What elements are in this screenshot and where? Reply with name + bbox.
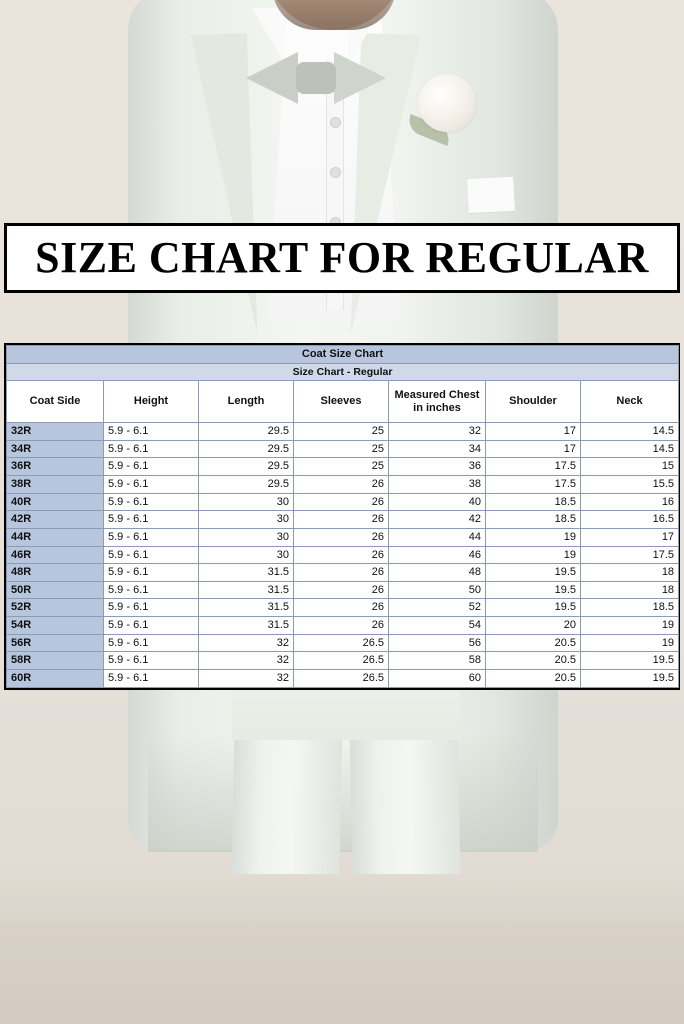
cell-height: 5.9 - 6.1 xyxy=(104,581,199,599)
cell-value: 32 xyxy=(199,670,294,688)
cell-value: 36 xyxy=(389,458,486,476)
column-header-neck: Neck xyxy=(581,381,679,423)
table-row xyxy=(7,528,679,546)
cell-value: 31.5 xyxy=(199,564,294,582)
table-band-title xyxy=(7,346,679,364)
bow-tie-left xyxy=(246,52,298,104)
cell-value: 20 xyxy=(486,617,581,635)
cell-value: 14.5 xyxy=(581,440,679,458)
cell-value: 17 xyxy=(581,528,679,546)
cell-height: 5.9 - 6.1 xyxy=(104,528,199,546)
cell-value: 18 xyxy=(581,564,679,582)
table-row xyxy=(7,546,679,564)
cell-value: 60 xyxy=(389,670,486,688)
table-row xyxy=(7,617,679,635)
cell-value: 29.5 xyxy=(199,458,294,476)
bow-tie-knot xyxy=(296,62,336,94)
cell-value: 52 xyxy=(389,599,486,617)
cell-height: 5.9 - 6.1 xyxy=(104,440,199,458)
boutonniere-flower xyxy=(418,74,476,132)
cell-value: 19 xyxy=(486,546,581,564)
cell-value: 31.5 xyxy=(199,599,294,617)
cell-value: 25 xyxy=(294,440,389,458)
cell-height: 5.9 - 6.1 xyxy=(104,652,199,670)
cell-value: 20.5 xyxy=(486,634,581,652)
cell-value: 19 xyxy=(581,617,679,635)
cell-value: 26 xyxy=(294,564,389,582)
cell-value: 29.5 xyxy=(199,440,294,458)
cell-coat-size: 40R xyxy=(7,493,104,511)
cell-height: 5.9 - 6.1 xyxy=(104,493,199,511)
cell-value: 17.5 xyxy=(486,475,581,493)
cell-value: 46 xyxy=(389,546,486,564)
table-band-subtitle xyxy=(7,364,679,381)
table-row xyxy=(7,440,679,458)
cell-height: 5.9 - 6.1 xyxy=(104,458,199,476)
cell-height: 5.9 - 6.1 xyxy=(104,546,199,564)
cell-value: 50 xyxy=(389,581,486,599)
column-header-shoulder: Shoulder xyxy=(486,381,581,423)
table-row xyxy=(7,423,679,441)
pocket-square xyxy=(467,177,515,213)
cell-coat-size: 44R xyxy=(7,528,104,546)
studio-floor xyxy=(0,874,684,1024)
table-row xyxy=(7,652,679,670)
cell-value: 18.5 xyxy=(581,599,679,617)
cell-coat-size: 32R xyxy=(7,423,104,441)
bow-tie-right xyxy=(334,52,386,104)
cell-value: 16 xyxy=(581,493,679,511)
cell-height: 5.9 - 6.1 xyxy=(104,670,199,688)
column-header-measured-chest: Measured Chest in inches xyxy=(389,381,486,423)
page-title: SIZE CHART FOR REGULAR xyxy=(35,233,649,282)
cell-height: 5.9 - 6.1 xyxy=(104,511,199,529)
cell-value: 40 xyxy=(389,493,486,511)
column-header-height: Height xyxy=(104,381,199,423)
cell-value: 18 xyxy=(581,581,679,599)
cell-value: 31.5 xyxy=(199,617,294,635)
cell-coat-size: 50R xyxy=(7,581,104,599)
chart-title: Coat Size Chart xyxy=(7,346,679,364)
table-row xyxy=(7,564,679,582)
cell-value: 17.5 xyxy=(581,546,679,564)
cell-value: 20.5 xyxy=(486,670,581,688)
cell-value: 25 xyxy=(294,423,389,441)
table-row xyxy=(7,511,679,529)
cell-value: 19.5 xyxy=(486,564,581,582)
shirt-button xyxy=(331,118,340,127)
cell-coat-size: 56R xyxy=(7,634,104,652)
cell-value: 30 xyxy=(199,546,294,564)
cell-value: 44 xyxy=(389,528,486,546)
table-body xyxy=(7,423,679,688)
cell-value: 42 xyxy=(389,511,486,529)
cell-value: 26.5 xyxy=(294,634,389,652)
cell-value: 29.5 xyxy=(199,475,294,493)
cell-value: 29.5 xyxy=(199,423,294,441)
cell-value: 19.5 xyxy=(486,581,581,599)
table-row xyxy=(7,670,679,688)
cell-value: 38 xyxy=(389,475,486,493)
cell-value: 26.5 xyxy=(294,652,389,670)
cell-value: 26 xyxy=(294,617,389,635)
cell-value: 26 xyxy=(294,493,389,511)
cell-coat-size: 60R xyxy=(7,670,104,688)
cell-height: 5.9 - 6.1 xyxy=(104,599,199,617)
cell-value: 19 xyxy=(581,634,679,652)
cell-value: 18.5 xyxy=(486,493,581,511)
chart-subtitle: Size Chart - Regular xyxy=(7,364,679,381)
cell-value: 16.5 xyxy=(581,511,679,529)
cell-value: 32 xyxy=(199,634,294,652)
cell-value: 26.5 xyxy=(294,670,389,688)
cell-height: 5.9 - 6.1 xyxy=(104,634,199,652)
cell-value: 26 xyxy=(294,581,389,599)
cell-value: 18.5 xyxy=(486,511,581,529)
cell-value: 20.5 xyxy=(486,652,581,670)
cell-height: 5.9 - 6.1 xyxy=(104,617,199,635)
cell-value: 26 xyxy=(294,511,389,529)
cell-value: 32 xyxy=(389,423,486,441)
table-row xyxy=(7,599,679,617)
cell-value: 30 xyxy=(199,511,294,529)
cell-height: 5.9 - 6.1 xyxy=(104,475,199,493)
size-chart-table xyxy=(6,345,679,688)
table-row xyxy=(7,458,679,476)
table-row xyxy=(7,581,679,599)
column-header-sleeves: Sleeves xyxy=(294,381,389,423)
cell-value: 19 xyxy=(486,528,581,546)
cell-value: 31.5 xyxy=(199,581,294,599)
cell-value: 17 xyxy=(486,423,581,441)
column-header-length: Length xyxy=(199,381,294,423)
cell-value: 54 xyxy=(389,617,486,635)
cell-value: 15 xyxy=(581,458,679,476)
cell-coat-size: 36R xyxy=(7,458,104,476)
cell-value: 26 xyxy=(294,475,389,493)
shirt-button xyxy=(331,168,340,177)
cell-value: 15.5 xyxy=(581,475,679,493)
cell-value: 26 xyxy=(294,599,389,617)
cell-value: 19.5 xyxy=(581,652,679,670)
table-header-row xyxy=(7,381,679,423)
cell-coat-size: 38R xyxy=(7,475,104,493)
cell-coat-size: 34R xyxy=(7,440,104,458)
cell-value: 17 xyxy=(486,440,581,458)
cell-value: 26 xyxy=(294,546,389,564)
cell-value: 48 xyxy=(389,564,486,582)
cell-value: 32 xyxy=(199,652,294,670)
cell-value: 58 xyxy=(389,652,486,670)
cell-value: 30 xyxy=(199,528,294,546)
cell-value: 34 xyxy=(389,440,486,458)
cell-value: 30 xyxy=(199,493,294,511)
cell-coat-size: 52R xyxy=(7,599,104,617)
cell-coat-size: 58R xyxy=(7,652,104,670)
cell-value: 14.5 xyxy=(581,423,679,441)
table-row xyxy=(7,493,679,511)
cell-coat-size: 48R xyxy=(7,564,104,582)
table-row xyxy=(7,475,679,493)
table-row xyxy=(7,634,679,652)
cell-value: 26 xyxy=(294,528,389,546)
cell-value: 19.5 xyxy=(581,670,679,688)
cell-value: 19.5 xyxy=(486,599,581,617)
cell-value: 17.5 xyxy=(486,458,581,476)
cell-height: 5.9 - 6.1 xyxy=(104,564,199,582)
cell-coat-size: 54R xyxy=(7,617,104,635)
size-chart-container xyxy=(4,343,680,690)
cell-value: 56 xyxy=(389,634,486,652)
cell-coat-size: 46R xyxy=(7,546,104,564)
cell-value: 25 xyxy=(294,458,389,476)
cell-height: 5.9 - 6.1 xyxy=(104,423,199,441)
page-title-banner xyxy=(4,223,680,293)
cell-coat-size: 42R xyxy=(7,511,104,529)
column-header-coat-side: Coat Side xyxy=(7,381,104,423)
